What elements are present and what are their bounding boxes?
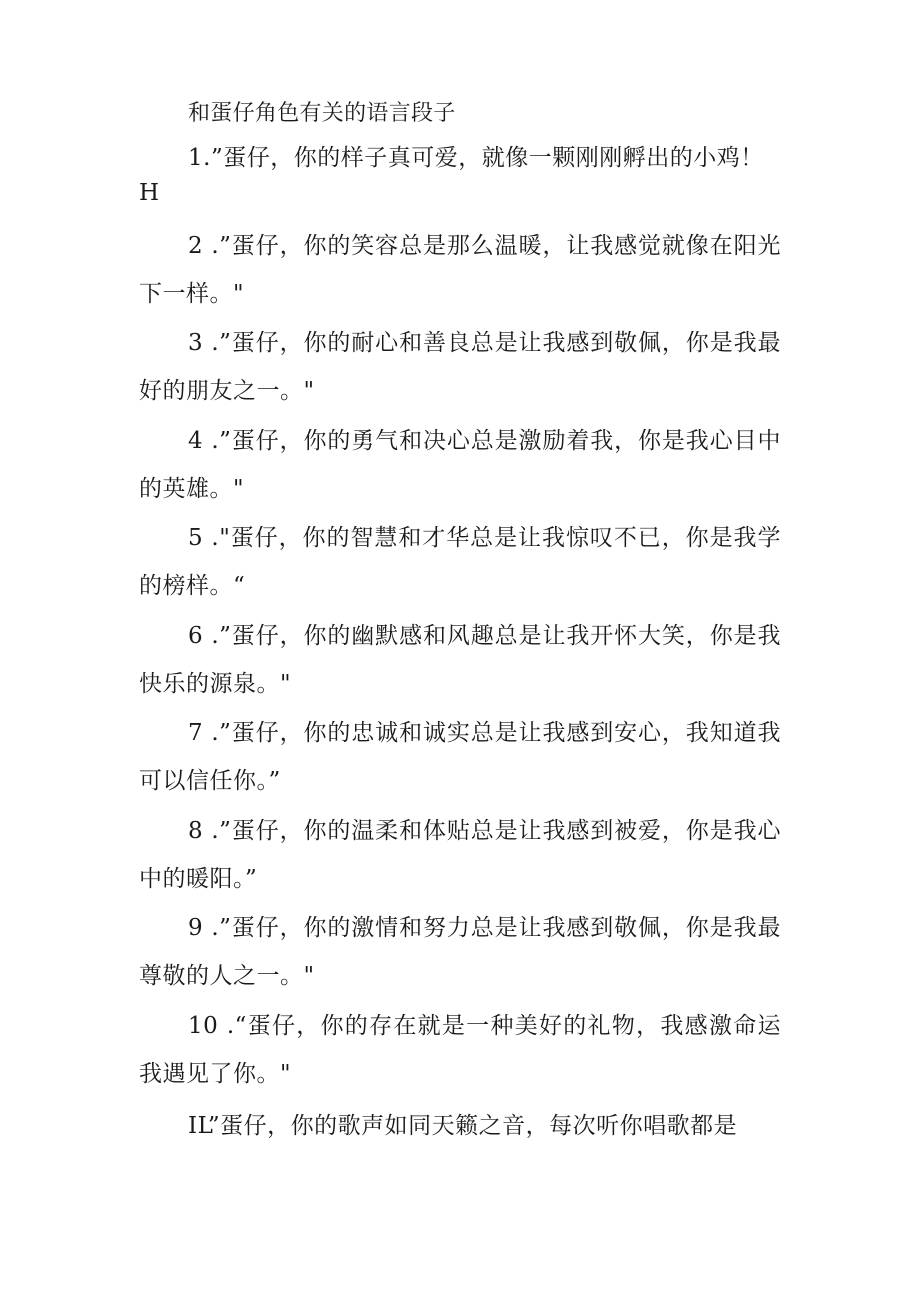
item-3-line-1: 3 .”蛋仔，你的耐心和善良总是让我感到敬佩，你是我最 [188, 330, 781, 356]
item-9-line-2: 尊敬的人之一。" [139, 963, 315, 989]
item-5-line-2: 的榜样。“ [139, 573, 246, 599]
item-7-line-2: 可以信任你。” [139, 768, 281, 794]
item-5-line-1: 5 ."蛋仔，你的智慧和才华总是让我惊叹不已，你是我学 [188, 525, 781, 551]
item-8-line-2: 中的暖阳。” [139, 866, 258, 892]
item-4-line-2: 的英雄。" [139, 476, 245, 502]
item-11-line-1: IL”蛋仔，你的歌声如同天籁之音，每次听你唱歌都是 [188, 1113, 738, 1139]
item-9-line-1: 9 .”蛋仔，你的激情和努力总是让我感到敬佩，你是我最 [188, 915, 781, 941]
document-title: 和蛋仔角色有关的语言段子 [188, 101, 456, 126]
item-2-line-1: 2 .”蛋仔，你的笑容总是那么温暖，让我感觉就像在阳光 [188, 233, 781, 259]
item-8-line-1: 8 .”蛋仔，你的温柔和体贴总是让我感到被爱，你是我心 [188, 818, 781, 844]
item-10-line-2: 我遇见了你。" [139, 1061, 292, 1087]
item-6-line-2: 快乐的源泉。" [139, 671, 292, 697]
item-7-line-1: 7 .”蛋仔，你的忠诚和诚实总是让我感到安心，我知道我 [188, 720, 781, 746]
item-1-line-1: 1.”蛋仔，你的样子真可爱，就像一颗刚刚孵出的小鸡！ [188, 145, 764, 171]
item-1-line-2: H [139, 180, 160, 206]
item-10-line-1: 10 .“蛋仔，你的存在就是一种美好的礼物，我感激命运 [188, 1013, 781, 1039]
item-2-line-2: 下一样。" [139, 281, 245, 307]
item-4-line-1: 4 .”蛋仔，你的勇气和决心总是激励着我，你是我心目中 [188, 428, 781, 454]
item-3-line-2: 好的朋友之一。" [139, 378, 315, 404]
item-6-line-1: 6 .”蛋仔，你的幽默感和风趣总是让我开怀大笑，你是我 [188, 623, 781, 649]
